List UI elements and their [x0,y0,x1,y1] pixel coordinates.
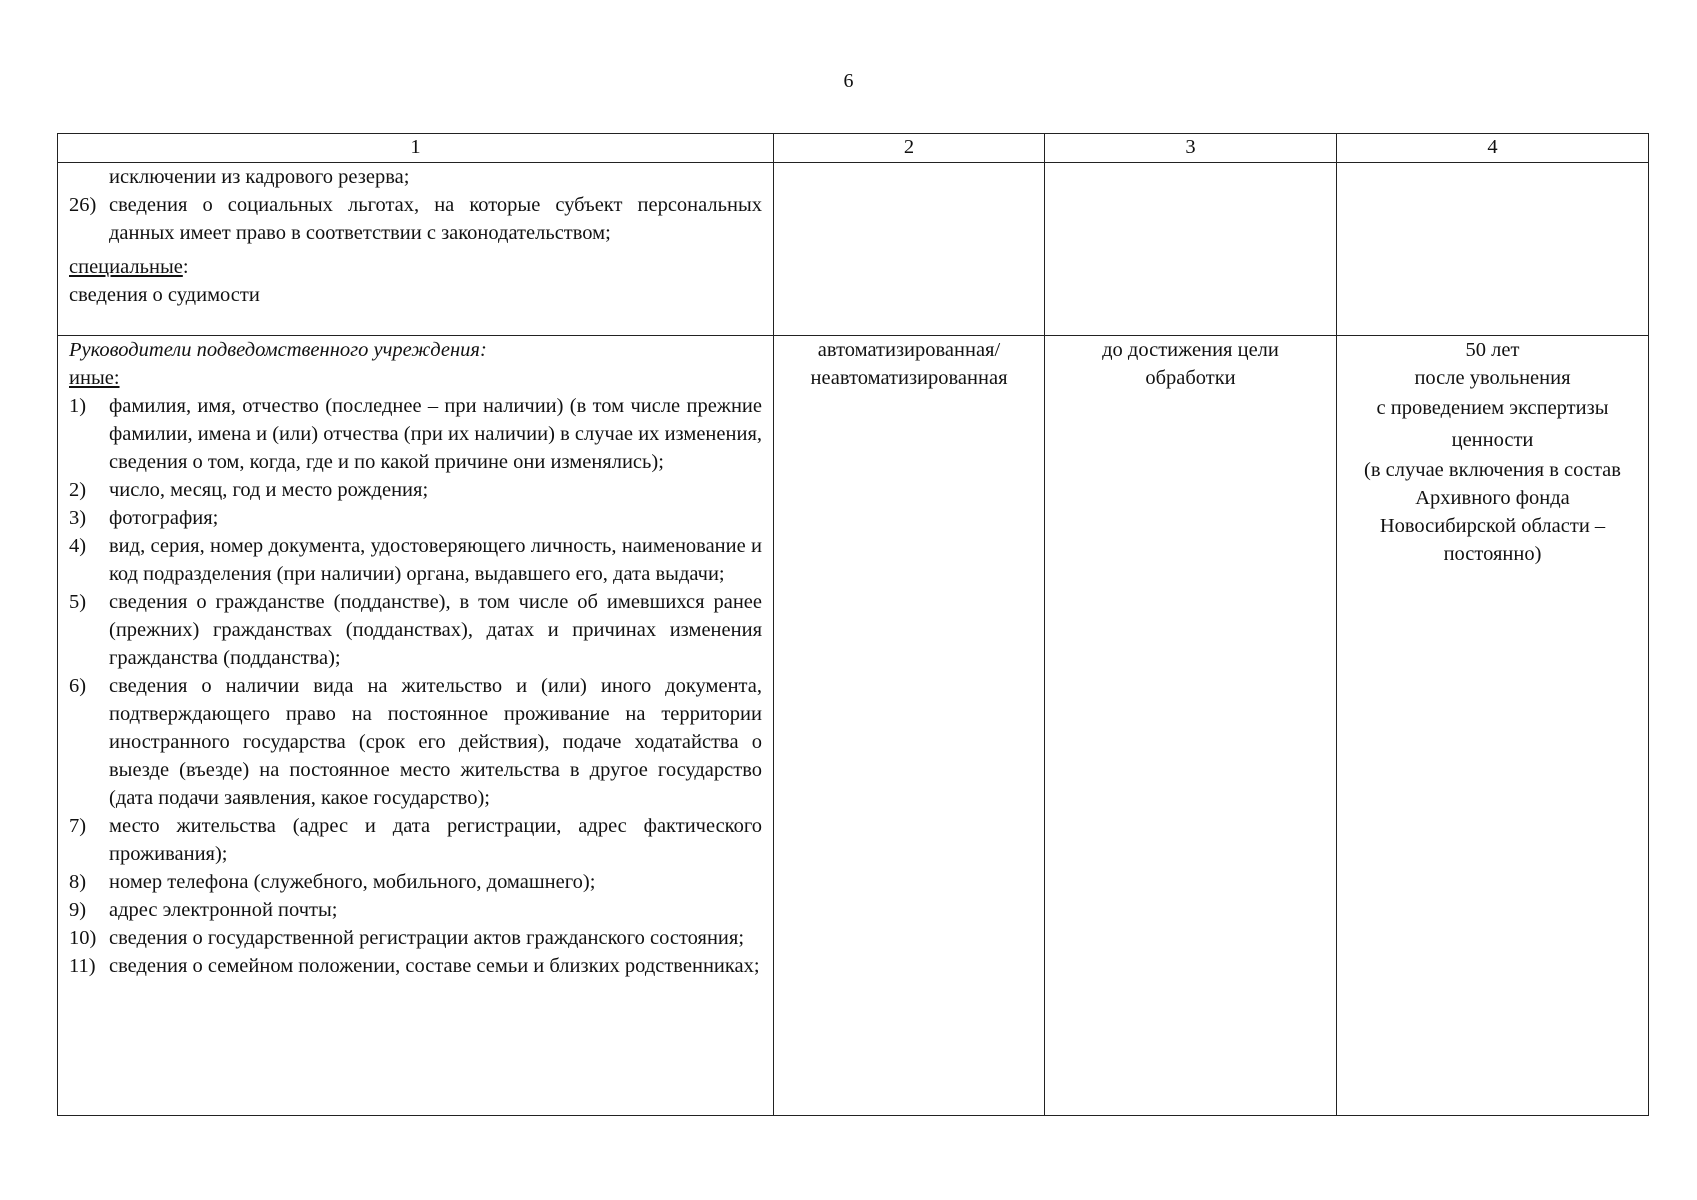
storage-period-cell [1337,163,1649,336]
list-item-number: 5) [69,591,87,613]
list-item-text: сведения о социальных льготах, на которые субъект персональных данных имеет право в соответствии с законодательством; [109,194,762,244]
column-header-1: 1 [58,134,774,163]
processing-period-cell [1045,336,1337,1116]
table-row [58,163,1649,336]
special-data-text: сведения о судимости [69,284,260,306]
list-item-number: 8) [69,871,87,893]
processing-period-line-2: обработки [1145,367,1236,389]
special-heading: специальные [69,256,183,278]
list-item-number: 11) [69,955,96,977]
list-item [69,532,762,588]
page-number: 6 [843,70,854,92]
data-categories-cell [58,163,774,336]
list-item [69,588,762,672]
column-header-3: 3 [1045,134,1337,163]
storage-period-line-1: 50 лет [1465,339,1520,361]
list-item-text: фамилия, имя, отчество (последнее – при наличии) (в том числе прежние фамилии, имена и (или) отчества (при их наличии) в случае их изменения, сведения о том, когда, где и по какой причине они изменялись); [109,395,762,473]
list-item [69,952,762,980]
list-item-text: адрес электронной почты; [109,899,338,921]
list-item-number: 9) [69,899,87,921]
list-item-text: число, месяц, год и место рождения; [109,479,429,501]
list-item-text: номер телефона (служебного, мобильного, домашнего); [109,871,596,893]
table-row [58,336,1649,1116]
processing-period-line-1: до достижения цели [1102,339,1279,361]
list-item-number: 1) [69,395,87,417]
group-title: Руководители подведомственного учреждения: [69,339,487,361]
list-item [69,812,762,868]
list-item-number: 7) [69,815,87,837]
list-item [69,896,762,924]
storage-period-line-3: с проведением экспертизы ценности [1376,397,1609,451]
storage-period-cell [1337,336,1649,1116]
list-item-number: 26) [69,194,97,216]
processing-method-cell [774,336,1045,1116]
list-item [69,191,762,247]
list-item [69,868,762,896]
list-item [69,924,762,952]
list-item [69,504,762,532]
list-item-text: место жительства (адрес и дата регистрации, адрес фактического проживания); [109,815,762,865]
list-item-text: сведения о государственной регистрации актов гражданского состояния; [109,927,745,949]
special-heading-line [69,253,762,281]
list-item-text: фотография; [109,507,219,529]
storage-period-line-4: (в случае включения в состав Архивного фонда Новосибирской области – постоянно) [1364,459,1621,565]
processing-method-line-1: автоматизированная/ [817,339,1001,361]
processing-method-line-2: неавтоматизированная [810,367,1008,389]
other-heading: иные: [69,367,120,389]
list-item [69,392,762,476]
list-item-number: 4) [69,535,87,557]
processing-method-cell [774,163,1045,336]
list-item-text: сведения о наличии вида на жительство и (или) иного документа, подтверждающего право на постоянное проживание на территории иностранного государства (срок его действия), подаче ходатайства о выезде (въезде) на постоянное место жительства в другое государство (дата подачи заявления, какое государство); [109,675,762,809]
list-item-number: 2) [69,479,87,501]
list-item-text: сведения о гражданстве (подданстве), в том числе об имевшихся ранее (прежних) гражданствах (подданствах), датах и причинах изменения гражданства (подданства); [109,591,762,669]
data-categories-cell [58,336,774,1116]
list-item-number: 10) [69,927,97,949]
list-item [69,672,762,812]
continued-item-text: исключении из кадрового резерва; [109,166,410,188]
column-header-4: 4 [1337,134,1649,163]
personal-data-table [57,133,1649,1116]
list-item-text: сведения о семейном положении, составе семьи и близких родственниках; [109,955,760,977]
list-item [69,476,762,504]
list-item-text: вид, серия, номер документа, удостоверяющего личность, наименование и код подразделения (при наличии) органа, выдавшего его, дата выдачи; [109,535,762,585]
list-item-number: 6) [69,675,87,697]
storage-period-line-2: после увольнения [1414,367,1571,389]
table-header-row [58,134,1649,163]
processing-period-cell [1045,163,1337,336]
column-header-2: 2 [774,134,1045,163]
list-item-number: 3) [69,507,87,529]
special-heading-colon: : [182,256,189,278]
